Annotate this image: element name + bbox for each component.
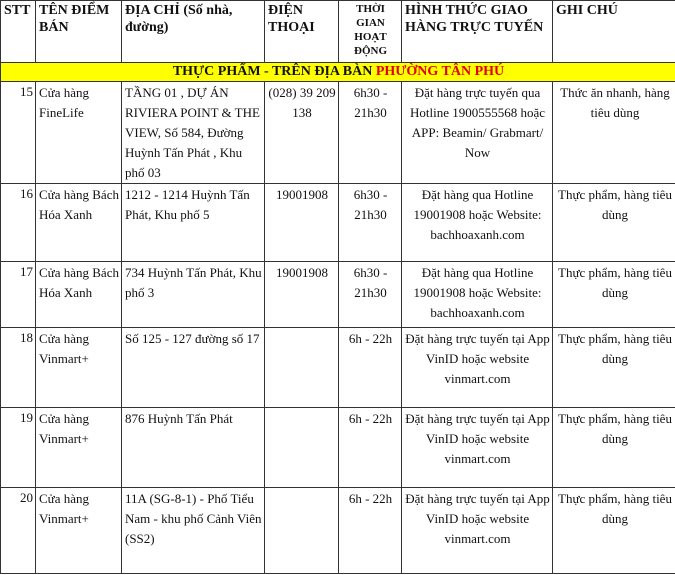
cell-address: 734 Huỳnh Tấn Phát, Khu phố 3	[122, 262, 265, 328]
cell-hours: 6h - 22h	[339, 408, 402, 488]
cell-name: Cửa hàng Bách Hóa Xanh	[36, 184, 122, 262]
cell-note: Thực phẩm, hàng tiêu dùng	[553, 262, 675, 328]
cell-name: Cửa hàng Vinmart+	[36, 488, 122, 574]
cell-name: Cửa hàng Bách Hóa Xanh	[36, 262, 122, 328]
table-row	[1, 328, 675, 408]
cell-name: Cửa hàng Vinmart+	[36, 328, 122, 408]
header-name: TÊN ĐIỂM BÁN	[36, 1, 122, 63]
cell-stt: 16	[1, 184, 36, 262]
cell-phone: 19001908	[265, 262, 339, 328]
table-row	[1, 262, 675, 328]
cell-note: Thực phẩm, hàng tiêu dùng	[553, 184, 675, 262]
section-title	[1, 63, 675, 82]
cell-note: Thực phẩm, hàng tiêu dùng	[553, 488, 675, 574]
cell-phone	[265, 328, 339, 408]
cell-note: Thực phẩm, hàng tiêu dùng	[553, 408, 675, 488]
cell-hours: 6h - 22h	[339, 488, 402, 574]
cell-note: Thức ăn nhanh, hàng tiêu dùng	[553, 82, 675, 184]
header-stt: STT	[1, 1, 36, 63]
cell-delivery: Đặt hàng trực tuyến qua Hotline 1900555568 hoặc APP: Beamin/ Grabmart/ Now	[402, 82, 553, 184]
section-row	[1, 63, 675, 82]
cell-delivery: Đặt hàng trực tuyến tại App VinID hoặc website vinmart.com	[402, 328, 553, 408]
header-note: GHI CHÚ	[553, 1, 675, 63]
table-row	[1, 184, 675, 262]
cell-phone	[265, 488, 339, 574]
header-hours: THỜI GIAN HOẠT ĐỘNG	[339, 1, 402, 63]
cell-hours: 6h - 22h	[339, 328, 402, 408]
cell-delivery: Đặt hàng trực tuyến tại App VinID hoặc website vinmart.com	[402, 488, 553, 574]
cell-name: Cửa hàng FineLife	[36, 82, 122, 184]
header-delivery: HÌNH THỨC GIAO HÀNG TRỰC TUYẾN	[402, 1, 553, 63]
cell-address: 1212 - 1214 Huỳnh Tấn Phát, Khu phố 5	[122, 184, 265, 262]
cell-note: Thực phẩm, hàng tiêu dùng	[553, 328, 675, 408]
table-row	[1, 82, 675, 184]
section-ward: PHƯỜNG TÂN PHÚ	[375, 64, 505, 79]
section-prefix: THỰC PHẨM - TRÊN ĐỊA BÀN	[172, 64, 376, 79]
cell-hours: 6h30 - 21h30	[339, 262, 402, 328]
cell-delivery: Đặt hàng qua Hotline 19001908 hoặc Website: bachhoaxanh.com	[402, 184, 553, 262]
cell-name: Cửa hàng Vinmart+	[36, 408, 122, 488]
cell-address: 11A (SG-8-1) - Phố Tiểu Nam - khu phố Cảnh Viên (SS2)	[122, 488, 265, 574]
cell-address: 876 Huỳnh Tấn Phát	[122, 408, 265, 488]
cell-delivery: Đặt hàng qua Hotline 19001908 hoặc Website: bachhoaxanh.com	[402, 262, 553, 328]
header-address: ĐỊA CHỈ (Số nhà, đường)	[122, 1, 265, 63]
cell-hours: 6h30 - 21h30	[339, 82, 402, 184]
cell-stt: 18	[1, 328, 36, 408]
header-row	[1, 1, 675, 63]
cell-phone	[265, 408, 339, 488]
cell-stt: 15	[1, 82, 36, 184]
cell-hours: 6h30 - 21h30	[339, 184, 402, 262]
cell-stt: 19	[1, 408, 36, 488]
header-phone: ĐIỆN THOẠI	[265, 1, 339, 63]
cell-address: Số 125 - 127 đường số 17	[122, 328, 265, 408]
cell-phone: (028) 39 209 138	[265, 82, 339, 184]
cell-address: TẦNG 01 , DỰ ÁN RIVIERA POINT & THE VIEW, Số 584, Đường Huỳnh Tấn Phát , Khu phố 03	[122, 82, 265, 184]
cell-stt: 20	[1, 488, 36, 574]
cell-stt: 17	[1, 262, 36, 328]
table-row	[1, 408, 675, 488]
cell-delivery: Đặt hàng trực tuyến tại App VinID hoặc website vinmart.com	[402, 408, 553, 488]
cell-phone: 19001908	[265, 184, 339, 262]
table-row	[1, 488, 675, 574]
